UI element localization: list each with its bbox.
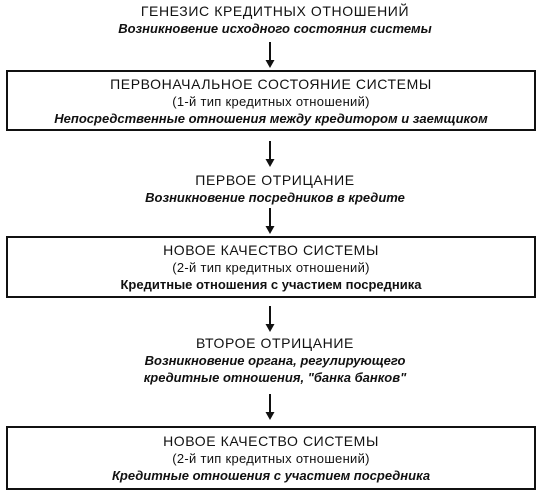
new-quality-subtitle: (2-й тип кредитных отношений) <box>172 451 370 466</box>
initial-state-subtitle: (1-й тип кредитных отношений) <box>172 94 370 109</box>
genesis-stage <box>0 2 550 37</box>
new-quality-description: Кредитные отношения с участием посредника <box>120 277 422 292</box>
new-quality-title: НОВОЕ КАЧЕСТВО СИСТЕМЫ <box>163 433 379 449</box>
second-negation-title: ВТОРОЕ ОТРИЦАНИЕ <box>195 335 354 351</box>
first-negation-stage <box>0 171 550 206</box>
first-negation-description: Возникновение посредников в кредите <box>145 190 405 205</box>
initial-state-box <box>6 70 536 131</box>
initial-state-title: ПЕРВОНАЧАЛЬНОЕ СОСТОЯНИЕ СИСТЕМЫ <box>110 76 432 92</box>
arrow-down-icon <box>264 394 276 420</box>
initial-state-description: Непосредственные отношения между кредитором и заемщиком <box>54 111 488 126</box>
arrow-down-icon <box>264 141 276 167</box>
arrow-down-icon <box>264 306 276 332</box>
second-negation-description-line2: кредитные отношения, "банка банков" <box>143 370 407 385</box>
first-negation-title: ПЕРВОЕ ОТРИЦАНИЕ <box>195 172 355 188</box>
arrow-down-icon <box>264 42 276 68</box>
second-negation-description-line1: Возникновение органа, регулирующего <box>144 353 406 368</box>
new-quality-title: НОВОЕ КАЧЕСТВО СИСТЕМЫ <box>163 242 379 258</box>
arrow-down-icon <box>264 208 276 234</box>
genesis-description: Возникновение исходного состояния системы <box>118 21 432 36</box>
genesis-title: ГЕНЕЗИС КРЕДИТНЫХ ОТНОШЕНИЙ <box>140 3 410 19</box>
new-quality-box-2 <box>6 426 536 490</box>
new-quality-box-1 <box>6 236 536 298</box>
second-negation-stage <box>0 334 550 386</box>
new-quality-subtitle: (2-й тип кредитных отношений) <box>172 260 370 275</box>
new-quality-description: Кредитные отношения с участием посредника <box>111 468 431 483</box>
